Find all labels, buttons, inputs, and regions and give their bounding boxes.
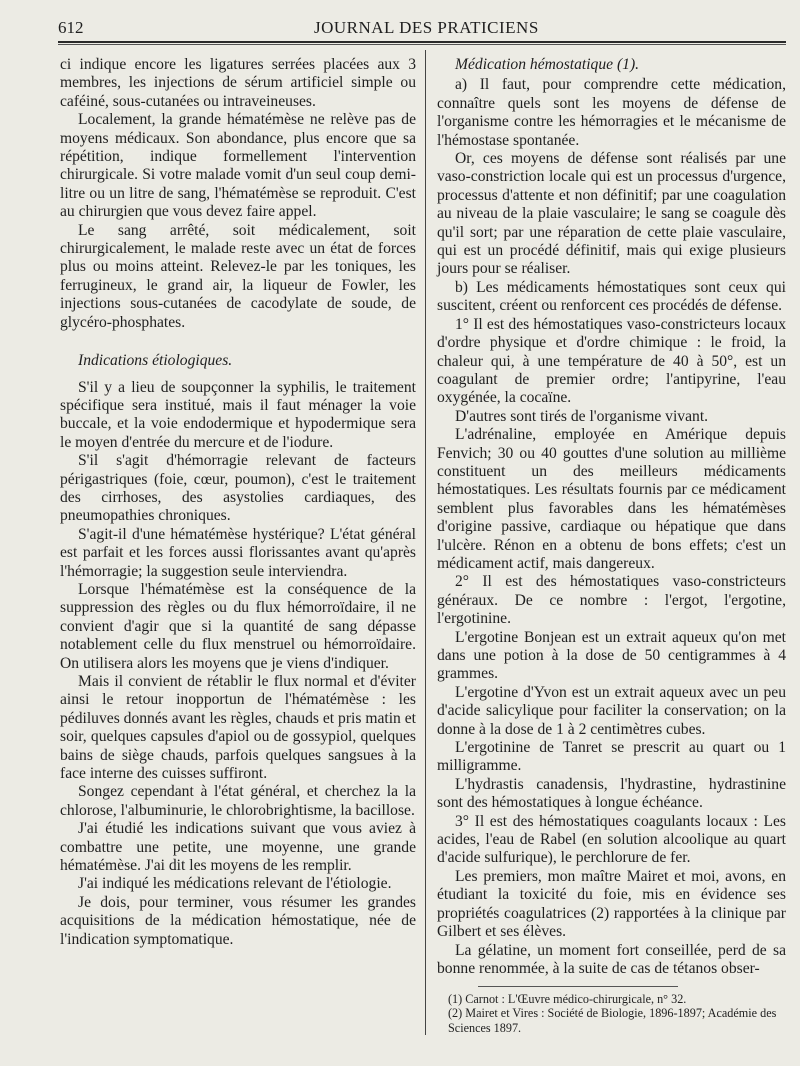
paragraph: b) Les médicaments hémostatiques sont ceux qui suscitent, créent ou renforcent ces procédés de défense. xyxy=(437,278,786,315)
footnote-1: (1) Carnot : L'Œuvre médico-chirurgicale, n° 32. xyxy=(448,992,687,1006)
paragraph: L'hydrastis canadensis, l'hydrastine, hydrastinine sont des hémostatiques à longue échéance. xyxy=(437,775,786,812)
right-column xyxy=(437,56,786,978)
paragraph: 1° Il est des hémostatiques vaso-constricteurs locaux d'ordre physique et d'ordre chimique : le froid, la chaleur qui, à une température de 40 à 50°, est un coagulant de premier ordre; l'antipyrine, l'eau oxygénée, la cocaïne. xyxy=(437,315,786,407)
paragraph: L'ergotinine de Tanret se prescrit au quart ou 1 milligramme. xyxy=(437,739,786,775)
paragraph: ci indique encore les ligatures serrées placées aux 3 membres, les injections de sérum artificiel simple ou caféiné, sous-cutanées ou intraveineuses. xyxy=(60,56,416,110)
paragraph: S'il s'agit d'hémorragie relevant de facteurs périgastriques (foie, cœur, poumon), c'est le traitement des cirrhoses, des asystolies cardiaques, des pneumopathies chroniques. xyxy=(60,452,416,525)
paragraph: J'ai étudié les indications suivant que vous aviez à combattre une petite, une moyenne, une grande hématémèse. J'ai dit les moyens de les remplir. xyxy=(60,820,416,875)
paragraph: Les premiers, mon maître Mairet et moi, avons, en étudiant la toxicité du foie, mis en évidence ses propriétés coagulatrices (2) rapportées à la clinique par Gilbert et ses élèves. xyxy=(437,867,786,941)
paragraph: a) Il faut, pour comprendre cette médication, connaître quels sont les moyens de défense de l'organisme contre les hémorragies et le mécanisme de l'hémostase spontanée. xyxy=(437,76,786,149)
paragraph: S'il y a lieu de soupçonner la syphilis, le traitement spécifique sera institué, mais il faut ménager la voie buccale, et la voie endodermique et hypodermique sera le moyen d'entrée du mercure et de l'iodure. xyxy=(60,378,416,451)
column-divider xyxy=(425,50,426,1035)
paragraph: Je dois, pour terminer, vous résumer les grandes acquisitions de la médication hémostatique, née de l'indication symptomatique. xyxy=(60,893,416,948)
paragraph: Mais il convient de rétablir le flux normal et d'éviter ainsi le retour inopportun de l'hématémèse : les pédiluves donnés avant les règles, chauds et pris matin et soir, quelques capsules d'apiol ou de gossypiol, quelques bains de siège chauds, parfois quelques sangsues à la face interne des cuisses suffiront. xyxy=(60,673,416,783)
section-heading: Médication hémostatique (1). xyxy=(455,56,640,73)
paragraph: Songez cependant à l'état général, et cherchez la la chlorose, l'albuminurie, le chlorobrightisme, la bacillose. xyxy=(60,783,416,819)
paragraph: L'ergotine Bonjean est un extrait aqueux qu'on met dans une potion à la dose de 50 centigrammes à 4 grammes. xyxy=(437,628,786,683)
paragraph: Localement, la grande hématémèse ne relève pas de moyens médicaux. Son abondance, plus encore que sa répétition, indique formellement l'intervention chirurgicale. Si votre malade vomit d'un seul coup demi-litre ou un litre de sang, l'hématémèse se reproduit. C'est au chirurgien que vous devez faire appel. xyxy=(60,111,416,221)
paragraph: La gélatine, un moment fort conseillée, perd de sa bonne renommée, à la suite de cas de tétanos obser- xyxy=(437,941,786,977)
paragraph: 2° Il est des hémostatiques vaso-constricteurs généraux. De ce nombre : l'ergot, l'ergotine, l'ergotinine. xyxy=(437,573,786,628)
header-rule-thin xyxy=(58,44,786,45)
paragraph: L'ergotine d'Yvon est un extrait aqueux avec un peu d'acide salicylique pour faciliter la conservation; on la donne à la dose de 1 à 2 centimètres cubes. xyxy=(437,683,786,738)
journal-title: JOURNAL DES PRATICIENS xyxy=(314,18,539,37)
section-heading: Indications étiologiques. xyxy=(78,352,233,370)
paragraph: D'autres sont tirés de l'organisme vivant. xyxy=(455,407,709,425)
paragraph: L'adrénaline, employée en Amérique depuis Fenvich; 30 ou 40 gouttes d'une solution au millième constituent un des meilleurs médicaments hémostatiques. Les résultats fournis par ce médicament semblent plus favorables dans les hématémèses d'origine passive, cardiaque ou hépatique que dans l'ulcère. Rénon en a obtenu de bons effets; c'est un médicament actif, mais dangereux. xyxy=(437,426,786,572)
page-header xyxy=(58,18,786,40)
header-rule xyxy=(58,41,786,43)
footnote-rule xyxy=(478,986,678,987)
page-number: 612 xyxy=(58,18,84,37)
paragraph: Le sang arrêté, soit médicalement, soit chirurgicalement, le malade reste avec un état de forces plus ou moins atteint. Relevez-le par les toniques, les ferrugineux, le grand air, la liqueur de Fowler, les injections sous-cutanées de cacodylate de soude, de glycéro-phosphates. xyxy=(60,221,416,331)
paragraph: Lorsque l'hématémèse est la conséquence de la suppression des règles ou du flux hémorroïdaire, il ne convient d'agir que si la quantité de sang dépasse notablement celle du flux menstruel ou hémorroïdaire. On utilisera alors les moyens que je viens d'indiquer. xyxy=(60,580,416,672)
paragraph: J'ai indiqué les médications relevant de l'étiologie. xyxy=(78,875,392,893)
paragraph: 3° Il est des hémostatiques coagulants locaux : Les acides, l'eau de Rabel (en solution alcoolique au quart d'acide sulfurique), le perchlorure de fer. xyxy=(437,812,786,867)
paragraph: Or, ces moyens de défense sont réalisés par une vaso-constriction locale qui est un processus d'urgence, processus d'attente et non définitif; par une coagulation au niveau de la plaie vasculaire; le sang se coagule dès qu'il sort; par une réparation de cette plaie vasculaire, qui est un procédé définitif, mais qui exige plusieurs jours pour se réaliser. xyxy=(437,150,786,278)
left-column xyxy=(60,56,416,949)
paragraph: S'agit-il d'une hématémèse hystérique? L'état général est parfait et les forces aussi florissantes avant qu'après l'hémorragie; la suggestion seule interviendra. xyxy=(60,525,416,580)
footnote-2: (2) Mairet et Vires : Société de Biologie, 1896-1897; Académie des Sciences 1897. xyxy=(448,1006,777,1035)
